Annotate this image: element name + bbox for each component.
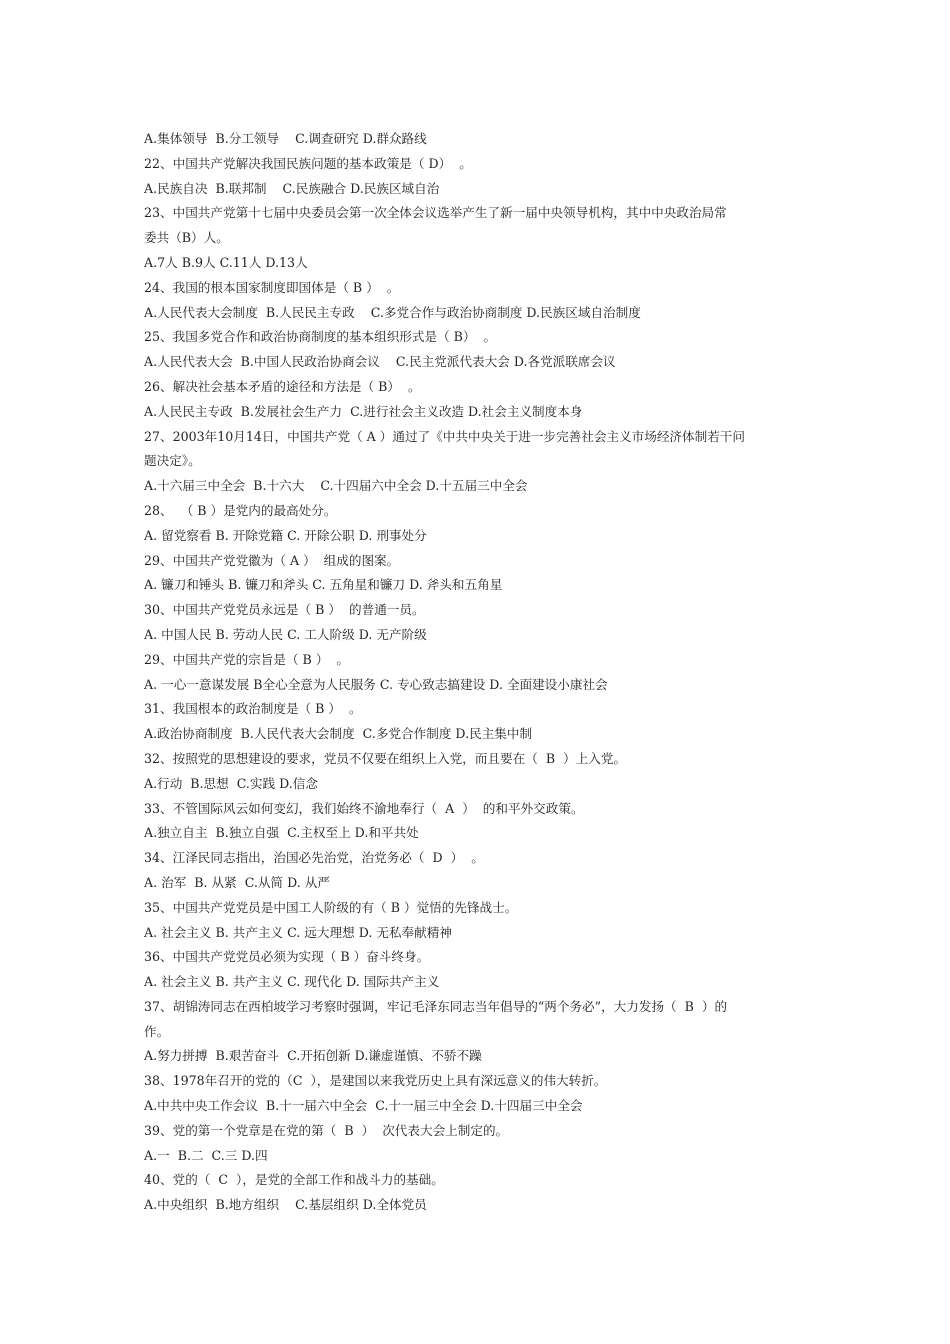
answer-options-line: A.集体领导 B.分工领导 C.调查研究 D.群众路线 [144,131,427,146]
answer-options-line: A.政治协商制度 B.人民代表大会制度 C.多党合作制度 D.民主集中制 [144,726,533,742]
answer-options-line: A.人民代表大会 B.中国人民政治协商会议 C.民主党派代表大会 D.各党派联席会议 [144,354,616,370]
question-line: 25、我国多党合作和政治协商制度的基本组织形式是（ B） 。 [144,329,497,345]
question-line: 31、我国根本的政治制度是（ B ） 。 [144,701,362,717]
answer-options-line: A.民族自决 B.联邦制 C.民族融合 D.民族区域自治 [144,180,440,196]
answer-options-line: A.独立自主 B.独立自强 C.主权至上 D.和平共处 [144,825,419,841]
answer-options-line: A.人民民主专政 B.发展社会生产力 C.进行社会主义改造 D.社会主义制度本身 [144,403,583,419]
answer-options-line: A.人民代表大会制度 B.人民民主专政 C.多党合作与政治协商制度 D.民族区域自治制度 [144,304,641,320]
question-line: 29、中国共产党党徽为（ A ） 组成的图案。 [144,552,400,568]
answer-options-line: A. 一心一意谋发展 B全心全意为人民服务 C. 专心致志搞建设 D. 全面建设小康社会 [144,676,608,692]
question-line: 作。 [144,1023,170,1039]
question-line: 33、不管国际风云如何变幻，我们始终不渝地奉行（ A ） 的和平外交政策。 [144,800,584,816]
question-line: 38、1978年召开的党的（C ），是建国以来我党历史上具有深远意义的伟大转折。 [144,1073,607,1089]
question-line: 32、按照党的思想建设的要求，党员不仅要在组织上入党，而且要在（ B ）上入党。 [144,750,627,766]
answer-options-line: A. 中国人民 B. 劳动人民 C. 工人阶级 D. 无产阶级 [144,626,427,642]
answer-options-line: A.十六届三中全会 B.十六大 C.十四届六中全会 D.十五届三中全会 [144,478,528,494]
question-line: 28、 （ B ）是党内的最高处分。 [144,502,337,518]
question-line: 23、中国共产党第十七届中央委员会第一次全体会议选举产生了新一届中央领导机构，其中中央政治局常 [144,205,727,221]
question-line: 39、党的第一个党章是在党的第（ B ） 次代表大会上制定的。 [144,1122,509,1138]
question-line: 35、中国共产党党员是中国工人阶级的有（ B ）觉悟的先锋战士。 [144,899,518,915]
answer-options-line: A.努力拼搏 B.艰苦奋斗 C.开拓创新 D.谦虚谨慎、不骄不躁 [144,1048,482,1064]
answer-options-line: A. 镰刀和锤头 B. 镰刀和斧头 C. 五角星和镰刀 D. 斧头和五角星 [144,577,503,593]
question-line: 36、中国共产党党员必须为实现（ B ）奋斗终身。 [144,949,430,965]
question-line: 29、中国共产党的宗旨是（ B ） 。 [144,651,350,667]
question-line: 22、中国共产党解决我国民族问题的基本政策是（ D） 。 [144,155,472,171]
answer-options-line: A.7人 B.9人 C.11人 D.13人 [144,254,308,270]
question-line: 30、中国共产党党员永远是（ B ） 的普通一员。 [144,602,425,618]
question-line: 40、党的（ C ），是党的全部工作和战斗力的基础。 [144,1172,444,1188]
document-page [144,127,814,1218]
answer-options-line: A.中共中央工作会议 B.十一届六中全会 C.十一届三中全会 D.十四届三中全会 [144,1098,583,1114]
question-line: 27、2003年10月14日，中国共产党（ A ）通过了《中共中央关于进一步完善社会主义市场经济体制若干问 [144,428,745,444]
question-line: 34、江泽民同志指出，治国必先治党，治党务必（ D ） 。 [144,850,484,866]
question-line: 24、我国的根本国家制度即国体是（ B ） 。 [144,279,400,295]
answer-options-line: A. 治军 B. 从紧 C.从简 D. 从严 [144,874,330,890]
question-line: 题决定》。 [144,453,201,469]
answer-options-line: A. 留党察看 B. 开除党籍 C. 开除公职 D. 刑事处分 [144,527,427,543]
question-line: 26、解决社会基本矛盾的途径和方法是（ B） 。 [144,378,421,394]
answer-options-line: A. 社会主义 B. 共产主义 C. 现代化 D. 国际共产主义 [144,974,440,990]
answer-options-line: A.一 B.二 C.三 D.四 [144,1147,268,1163]
question-line: 37、胡锦涛同志在西柏坡学习考察时强调，牢记毛泽东同志当年倡导的“两个务必”，大力发扬（ B ）的 [144,998,728,1014]
answer-options-line: A. 社会主义 B. 共产主义 C. 远大理想 D. 无私奉献精神 [144,924,452,940]
answer-options-line: A.中央组织 B.地方组织 C.基层组织 D.全体党员 [144,1197,427,1213]
question-line: 委共（B）人。 [144,230,229,246]
answer-options-line: A.行动 B.思想 C.实践 D.信念 [144,775,318,791]
